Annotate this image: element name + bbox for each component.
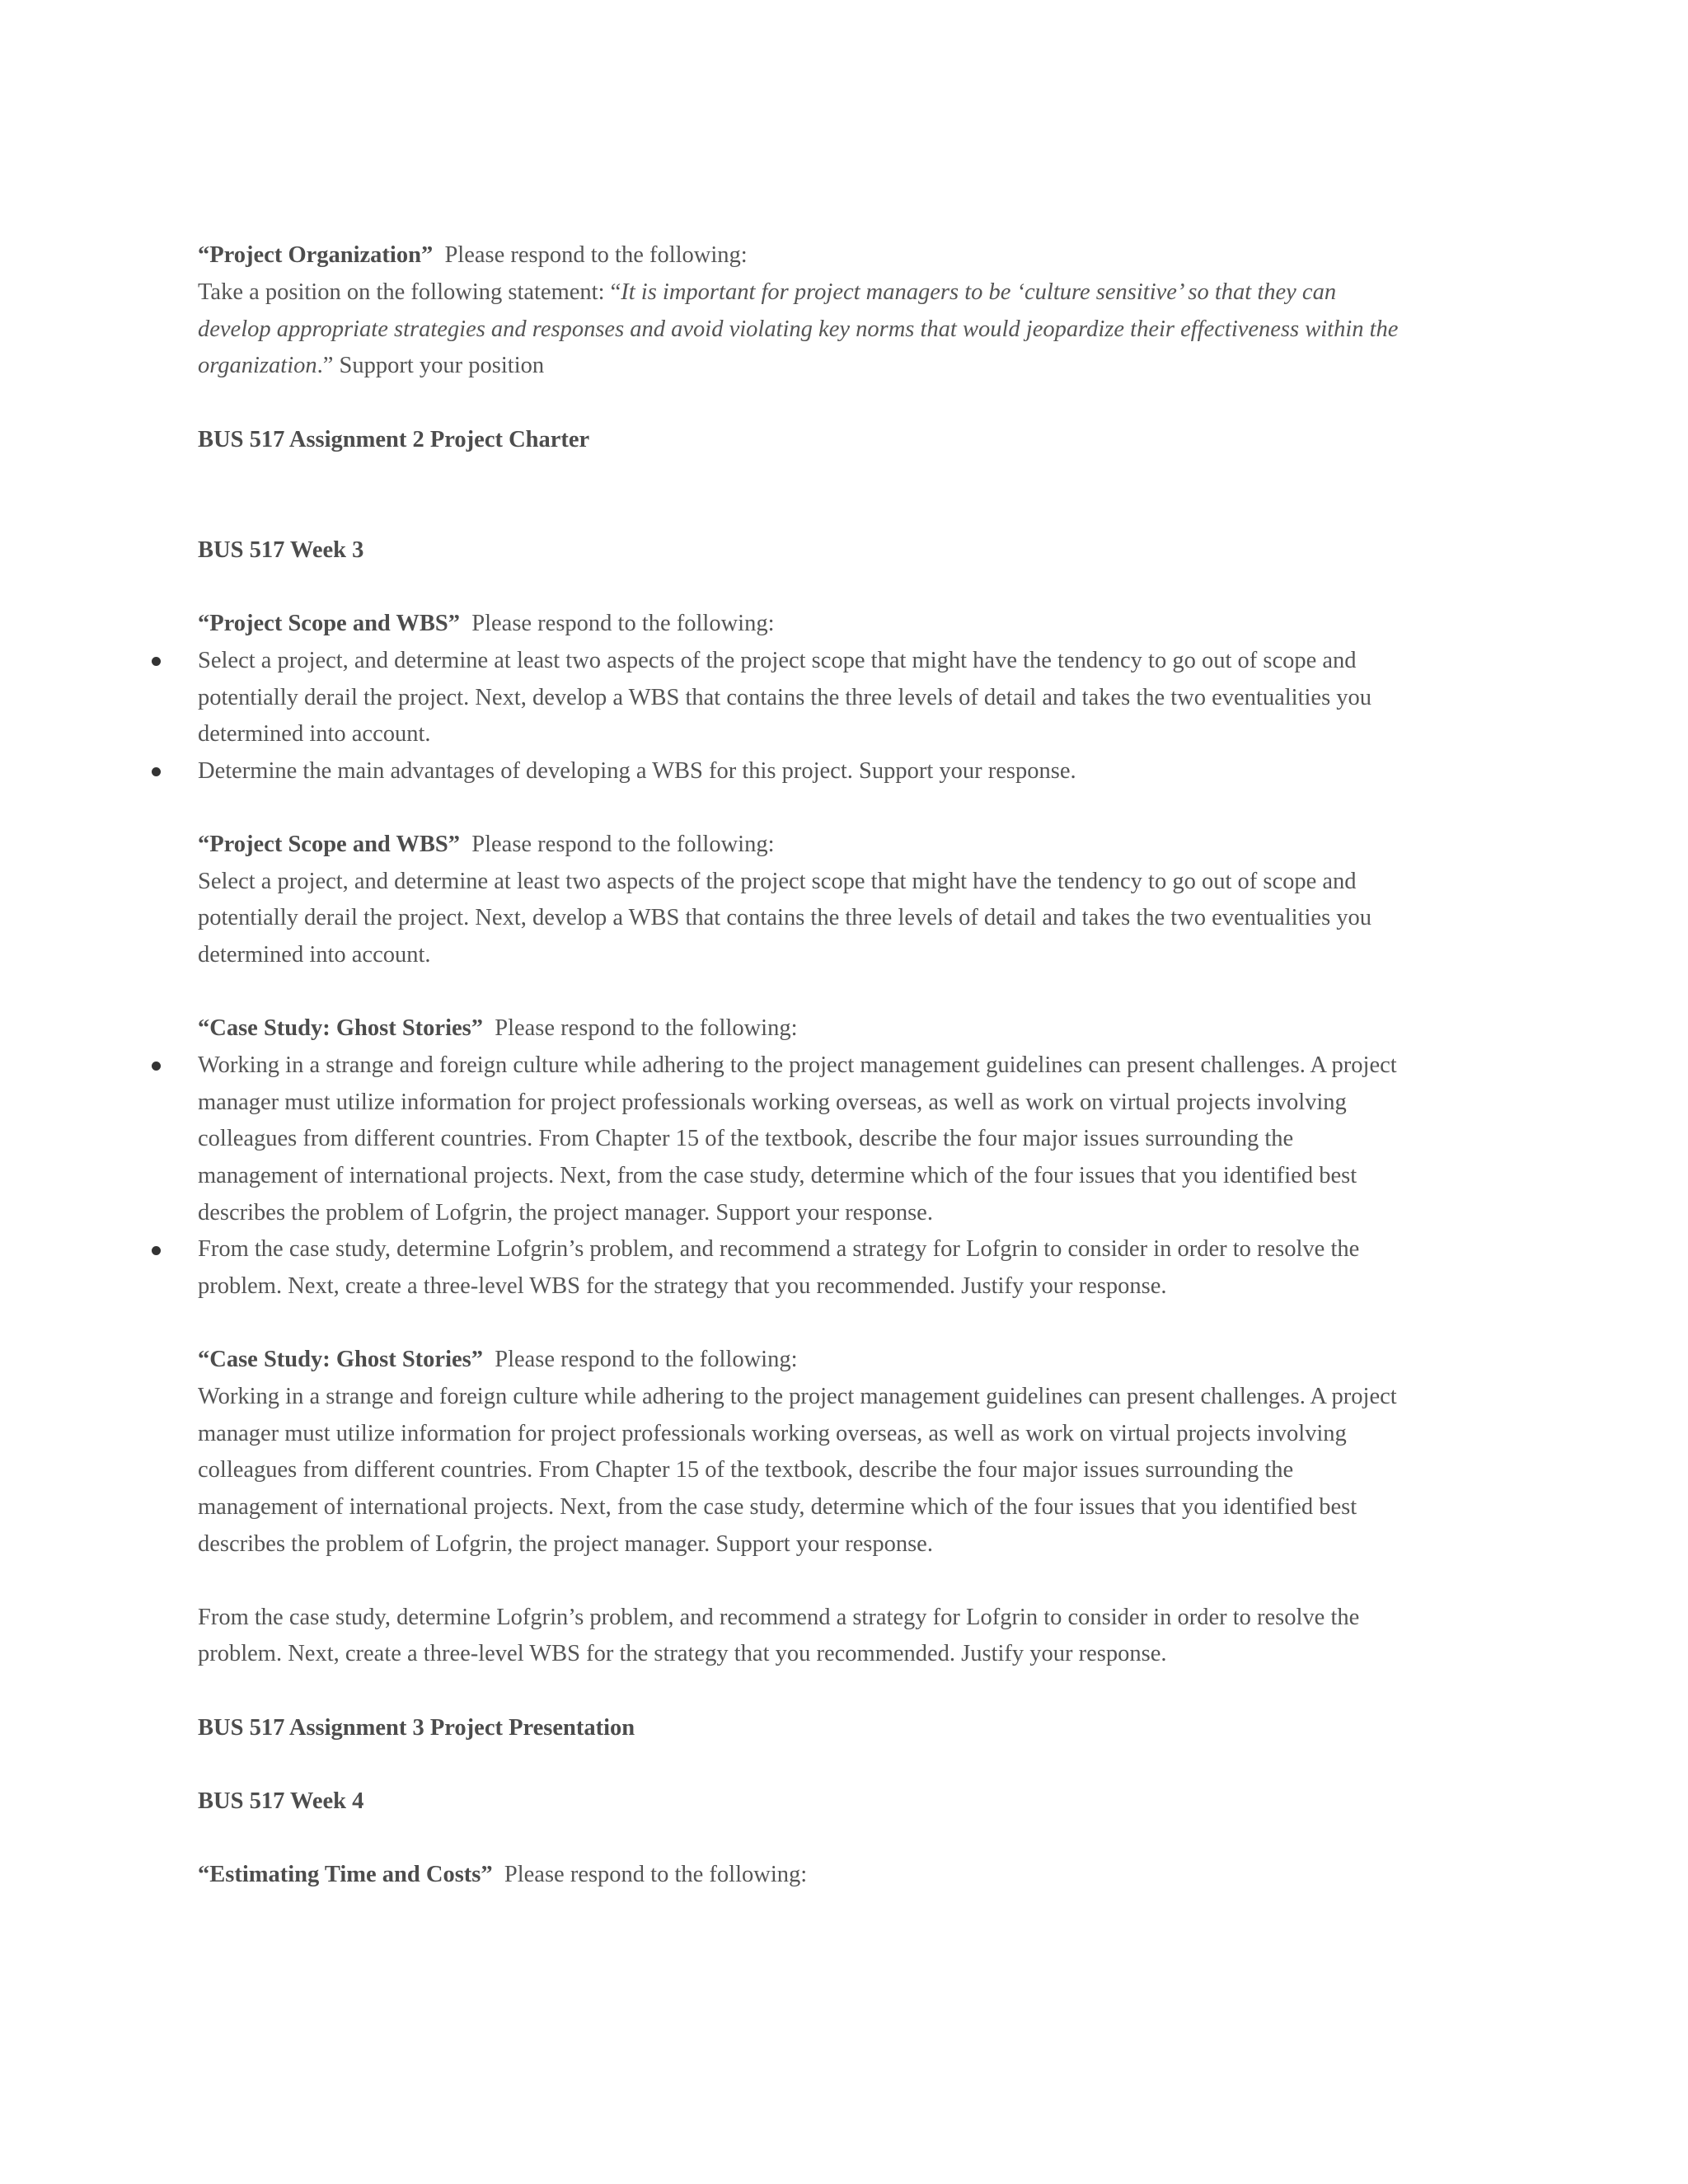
bullet-icon [152,1246,161,1255]
section-prompt: Please respond to the following: [495,1347,798,1372]
week-4-heading: BUS 517 Week 4 [198,1788,364,1814]
paragraph-line: colleagues from different countries. From Chapter 15 of the textbook, describe the four major issues surrounding the [198,1457,1294,1483]
section-title: “Project Organization” [198,242,434,268]
paragraph-line: Working in a strange and foreign culture while adhering to the project management guidelines can present challenges. A project [198,1384,1397,1409]
paragraph-text: .” Support your position [316,353,545,378]
paragraph-line: From the case study, determine Lofgrin’s problem, and recommend a strategy for Lofgrin to consider in order to resolve the [198,1605,1360,1630]
list-item-line: Working in a strange and foreign culture while adhering to the project management guidelines can present challenges. A project [198,1052,1397,1078]
list-item-line: management of international projects. Next, from the case study, determine which of the four issues that you identified best [198,1163,1357,1188]
paragraph-line: describes the problem of Lofgrin, the project manager. Support your response. [198,1531,933,1557]
bullet-icon [152,657,161,666]
paragraph-line [198,348,1523,384]
paragraph-text: Take a position on the following statement: “ [198,279,621,305]
bullet-icon [152,767,161,776]
list-item-line: colleagues from different countries. From Chapter 15 of the textbook, describe the four major issues surrounding the [198,1126,1294,1151]
section-prompt: Please respond to the following: [495,1015,798,1041]
section-title: “Project Scope and WBS” [198,611,460,636]
quoted-statement: It is important for project managers to be ‘culture sensitive’ so that they can [621,279,1337,305]
section-prompt: Please respond to the following: [444,242,748,268]
paragraph-line: problem. Next, create a three-level WBS for the strategy that you recommended. Justify your response. [198,1641,1167,1666]
project-scope-heading [198,606,1523,642]
list-item-line: From the case study, determine Lofgrin’s problem, and recommend a strategy for Lofgrin to consider in order to resolve the [198,1236,1360,1262]
list-item-line: manager must utilize information for project professionals working overseas, as well as work on virtual projects involving [198,1090,1347,1115]
paragraph-line: manager must utilize information for project professionals working overseas, as well as work on virtual projects involving [198,1421,1347,1446]
estimating-heading [198,1857,1523,1893]
quoted-statement: organization [198,353,317,378]
section-prompt: Please respond to the following: [471,611,775,636]
section-title: “Project Scope and WBS” [198,832,460,857]
list-item-line: describes the problem of Lofgrin, the project manager. Support your response. [198,1200,933,1226]
list-item-line: potentially derail the project. Next, develop a WBS that contains the three levels of detail and takes the two eventualities you [198,685,1372,710]
section-prompt: Please respond to the following: [471,832,775,857]
list-item-line: Determine the main advantages of developing a WBS for this project. Support your response. [198,758,1076,784]
week-3-heading: BUS 517 Week 3 [198,537,364,563]
assignment-3-heading: BUS 517 Assignment 3 Project Presentation [198,1715,635,1741]
paragraph-line: determined into account. [198,942,431,968]
paragraph-line: develop appropriate strategies and responses and avoid violating key norms that would jeopardize their effectiveness within the [198,316,1399,342]
section-title: “Estimating Time and Costs” [198,1862,493,1887]
case-study-heading [198,1010,1523,1047]
paragraph-line [198,274,1523,311]
paragraph-line: Select a project, and determine at least two aspects of the project scope that might have the tendency to go out of scope and [198,869,1357,894]
section-title: “Case Study: Ghost Stories” [198,1015,483,1041]
section-prompt: Please respond to the following: [504,1862,808,1887]
bullet-icon [152,1062,161,1071]
paragraph-line: potentially derail the project. Next, develop a WBS that contains the three levels of detail and takes the two eventualities you [198,905,1372,930]
project-scope-heading [198,827,1523,863]
list-item-line: determined into account. [198,721,431,747]
list-item-line: Select a project, and determine at least two aspects of the project scope that might have the tendency to go out of scope and [198,648,1357,673]
case-study-heading [198,1342,1523,1378]
paragraph-line: management of international projects. Next, from the case study, determine which of the four issues that you identified best [198,1494,1357,1520]
assignment-2-heading: BUS 517 Assignment 2 Project Charter [198,427,590,452]
project-organization-heading [198,237,1523,274]
list-item-line: problem. Next, create a three-level WBS for the strategy that you recommended. Justify your response. [198,1273,1167,1299]
section-title: “Case Study: Ghost Stories” [198,1347,483,1372]
